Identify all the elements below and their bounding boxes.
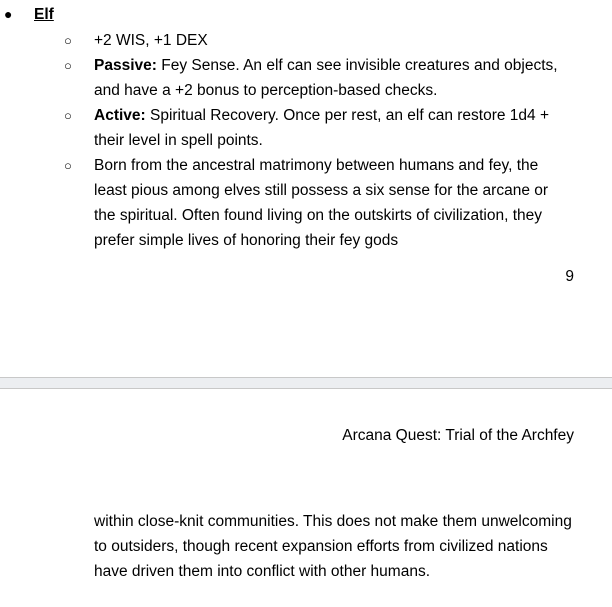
document-page xyxy=(0,389,612,607)
circle-bullet-icon: ○ xyxy=(64,158,72,173)
list-item xyxy=(64,153,564,253)
continuation-paragraph: within close-knit communities. This does not make them unwelcoming to outsiders, though recent expansion efforts from civilized nations have driven them into conflict with other humans. xyxy=(94,513,572,580)
page-number: 9 xyxy=(565,268,574,285)
circle-bullet-icon: ○ xyxy=(64,33,72,48)
list-item-label: Passive: xyxy=(94,57,157,74)
list-item xyxy=(64,53,574,103)
list-item-text: Fey Sense. An elf can see invisible creatures and objects, and have a +2 bonus to perception-based checks. xyxy=(94,57,558,99)
list-item xyxy=(64,28,574,53)
list-item-label: Active: xyxy=(94,107,146,124)
list-item xyxy=(64,103,574,153)
circle-bullet-icon: ○ xyxy=(64,108,72,123)
circle-bullet-icon: ○ xyxy=(64,58,72,73)
page-separator xyxy=(0,377,612,389)
section-heading: Elf xyxy=(34,6,54,23)
list-item-text: Born from the ancestral matrimony between humans and fey, the least pious among elves still possess a six sense for the arcane or the spiritual. Often found living on the outskirts of civilization, they prefer simple lives of honoring their fey gods xyxy=(94,157,549,249)
bullet-icon: ● xyxy=(4,6,13,22)
list-item-text: Spiritual Recovery. Once per rest, an elf can restore 1d4 + their level in spell points. xyxy=(94,107,550,149)
page-header: Arcana Quest: Trial of the Archfey xyxy=(342,427,574,444)
list-item-text: +2 WIS, +1 DEX xyxy=(94,32,208,49)
